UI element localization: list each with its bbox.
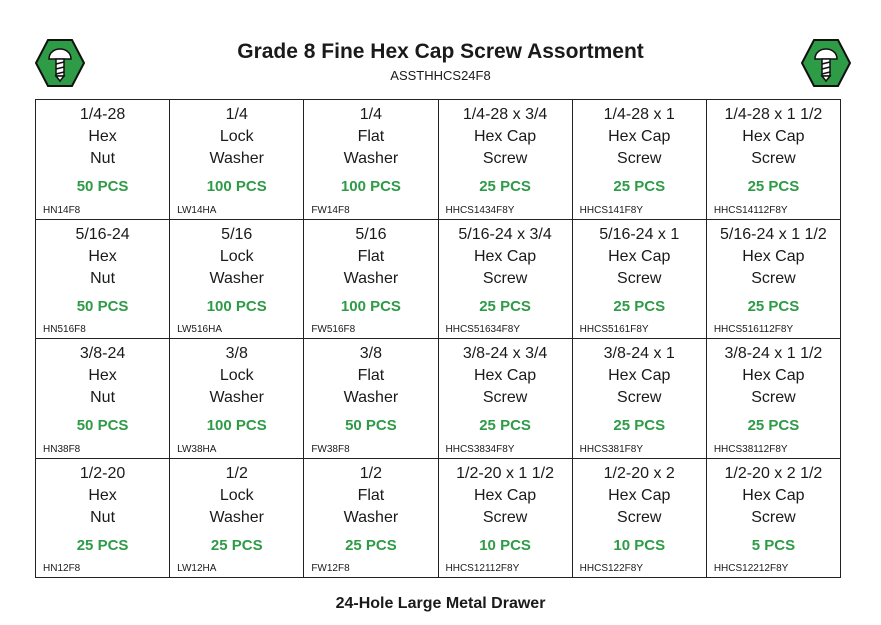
- type-label: Lock: [219, 486, 254, 504]
- type-label: Screw: [751, 150, 796, 167]
- drawer-cell: [170, 100, 304, 220]
- type-label: Hex Cap: [742, 486, 805, 504]
- type-label: Nut: [90, 508, 116, 526]
- type-label: Washer: [343, 508, 399, 526]
- drawer-cell: [170, 220, 304, 340]
- size-label: 5/16-24 x 3/4: [458, 225, 552, 243]
- size-label: 1/4-28 x 3/4: [462, 106, 548, 123]
- size-label: 1/4-28 x 1 1/2: [724, 106, 823, 123]
- quantity-label: 25 PCS: [210, 536, 263, 554]
- size-label: 1/4-28 x 1: [603, 106, 675, 123]
- size-label: 1/2-20 x 2 1/2: [724, 464, 823, 482]
- type-label: Hex Cap: [742, 367, 805, 384]
- type-label: Screw: [482, 269, 528, 287]
- type-label: Hex: [88, 486, 117, 504]
- drawer-cell: [304, 100, 438, 220]
- drawer-cell: [573, 220, 707, 340]
- part-number: HHCS38112F8Y: [713, 443, 788, 455]
- part-number: HHCS141F8Y: [579, 204, 644, 216]
- type-label: Washer: [209, 150, 264, 167]
- size-label: 3/8-24 x 1: [603, 345, 675, 362]
- drawer-cell: [573, 100, 707, 220]
- size-label: 5/16: [221, 225, 253, 243]
- type-label: Screw: [482, 508, 528, 526]
- drawer-cell: [573, 339, 707, 459]
- type-label: Hex Cap: [742, 247, 805, 265]
- part-number: HHCS5161F8Y: [579, 324, 649, 335]
- size-label: 3/8: [225, 345, 248, 362]
- quantity-label: 100 PCS: [206, 297, 267, 315]
- quantity-label: 25 PCS: [479, 417, 531, 434]
- type-label: Hex Cap: [473, 247, 537, 265]
- quantity-label: 50 PCS: [76, 297, 129, 315]
- quantity-label: 25 PCS: [479, 297, 531, 315]
- part-number: HN14F8: [43, 204, 81, 216]
- size-label: 1/2-20: [79, 464, 126, 482]
- part-number: FW12F8: [311, 563, 350, 574]
- size-label: 5/16-24 x 1: [599, 225, 680, 243]
- quantity-label: 25 PCS: [747, 297, 800, 315]
- type-label: Washer: [209, 508, 264, 526]
- drawer-cell: [170, 339, 304, 459]
- part-number: HN12F8: [43, 563, 81, 574]
- type-label: Hex Cap: [473, 486, 537, 504]
- type-label: Nut: [90, 269, 116, 287]
- size-label: 1/2: [359, 464, 383, 482]
- drawer-cell: [170, 459, 304, 579]
- type-label: Screw: [617, 269, 662, 287]
- type-label: Hex: [88, 247, 117, 265]
- quantity-label: 100 PCS: [340, 178, 401, 195]
- quantity-label: 50 PCS: [345, 417, 397, 434]
- size-label: 1/4-28: [79, 106, 126, 123]
- type-label: Hex Cap: [742, 128, 805, 145]
- drawer-cell: [439, 220, 573, 340]
- drawer-cell: [439, 339, 573, 459]
- part-number: LW38HA: [177, 443, 217, 455]
- assortment-part-number: ASSTHHCS24F8: [390, 68, 491, 83]
- quantity-label: 100 PCS: [206, 178, 267, 195]
- drawer-cell: [304, 459, 438, 579]
- size-label: 5/16-24: [75, 225, 130, 243]
- part-number: HHCS381F8Y: [579, 443, 644, 455]
- type-label: Nut: [90, 389, 116, 406]
- type-label: Lock: [219, 367, 254, 384]
- drawer-cell: [439, 100, 573, 220]
- part-number: HHCS516112F8Y: [713, 324, 794, 335]
- footer-caption: 24-Hole Large Metal Drawer: [335, 595, 546, 612]
- part-number: FW516F8: [311, 324, 356, 335]
- quantity-label: 10 PCS: [479, 536, 531, 554]
- quantity-label: 10 PCS: [613, 536, 666, 554]
- part-number: HN516F8: [43, 324, 86, 335]
- part-number: HHCS122F8Y: [579, 563, 644, 574]
- drawer-cell: [304, 220, 438, 340]
- size-label: 3/8-24 x 3/4: [462, 345, 548, 362]
- part-number: HHCS1434F8Y: [445, 204, 515, 216]
- drawer-cell: [36, 339, 170, 459]
- type-label: Flat: [357, 128, 385, 145]
- page-title: Grade 8 Fine Hex Cap Screw Assortment: [237, 40, 644, 63]
- type-label: Lock: [219, 247, 254, 265]
- part-number: LW14HA: [177, 204, 217, 216]
- part-number: HHCS3834F8Y: [445, 443, 515, 455]
- type-label: Hex Cap: [473, 128, 537, 145]
- part-number: LW12HA: [177, 563, 217, 574]
- drawer-cell: [707, 339, 841, 459]
- drawer-cell: [707, 100, 841, 220]
- type-label: Washer: [343, 269, 399, 287]
- size-label: 1/2-20 x 1 1/2: [456, 464, 554, 482]
- size-label: 3/8: [359, 345, 383, 362]
- type-label: Screw: [751, 269, 796, 287]
- type-label: Hex Cap: [608, 367, 671, 384]
- drawer-cell: [707, 459, 841, 579]
- quantity-label: 25 PCS: [479, 178, 531, 195]
- drawer-cell: [304, 339, 438, 459]
- type-label: Washer: [343, 150, 399, 167]
- quantity-label: 50 PCS: [76, 417, 129, 434]
- type-label: Flat: [357, 486, 385, 504]
- drawer-grid: [35, 99, 841, 578]
- type-label: Flat: [357, 247, 385, 265]
- part-number: LW516HA: [177, 324, 222, 335]
- drawer-cell: [36, 459, 170, 579]
- type-label: Screw: [751, 389, 796, 406]
- quantity-label: 25 PCS: [613, 417, 666, 434]
- quantity-label: 25 PCS: [345, 536, 397, 554]
- type-label: Hex Cap: [608, 128, 671, 145]
- quantity-label: 25 PCS: [747, 417, 800, 434]
- type-label: Flat: [357, 367, 385, 384]
- size-label: 1/4: [359, 106, 383, 123]
- quantity-label: 100 PCS: [340, 297, 401, 315]
- type-label: Washer: [209, 389, 264, 406]
- type-label: Hex: [88, 128, 117, 145]
- type-label: Nut: [90, 150, 116, 167]
- type-label: Hex Cap: [608, 247, 671, 265]
- drawer-cell: [36, 220, 170, 340]
- quantity-label: 25 PCS: [613, 297, 666, 315]
- part-number: HHCS51634F8Y: [445, 324, 520, 335]
- part-number: HN38F8: [43, 443, 81, 455]
- quantity-label: 25 PCS: [747, 178, 800, 195]
- size-label: 3/8-24: [79, 345, 126, 362]
- type-label: Washer: [209, 269, 264, 287]
- part-number: HHCS14112F8Y: [713, 204, 788, 216]
- drawer-cell: [573, 459, 707, 579]
- size-label: 1/2-20 x 2: [603, 464, 675, 482]
- part-number: HHCS12112F8Y: [445, 563, 520, 574]
- quantity-label: 25 PCS: [613, 178, 666, 195]
- part-number: HHCS12212F8Y: [713, 563, 789, 574]
- type-label: Screw: [617, 389, 662, 406]
- type-label: Lock: [219, 128, 254, 145]
- type-label: Hex Cap: [473, 367, 537, 384]
- type-label: Hex: [88, 367, 117, 384]
- quantity-label: 100 PCS: [206, 417, 267, 434]
- size-label: 3/8-24 x 1 1/2: [724, 345, 823, 362]
- size-label: 1/2: [225, 464, 248, 482]
- type-label: Screw: [751, 508, 796, 526]
- type-label: Hex Cap: [608, 486, 671, 504]
- type-label: Screw: [617, 508, 662, 526]
- type-label: Washer: [343, 389, 399, 406]
- drawer-cell: [707, 220, 841, 340]
- part-number: FW38F8: [311, 443, 350, 455]
- quantity-label: 5 PCS: [751, 536, 796, 554]
- size-label: 5/16-24 x 1 1/2: [720, 225, 827, 243]
- size-label: 5/16: [355, 225, 387, 243]
- type-label: Screw: [482, 389, 528, 406]
- drawer-cell: [36, 100, 170, 220]
- drawer-cell: [439, 459, 573, 579]
- type-label: Screw: [482, 150, 528, 167]
- size-label: 1/4: [225, 106, 248, 123]
- part-number: FW14F8: [311, 204, 350, 216]
- quantity-label: 50 PCS: [76, 178, 129, 195]
- type-label: Screw: [617, 150, 662, 167]
- quantity-label: 25 PCS: [76, 536, 129, 554]
